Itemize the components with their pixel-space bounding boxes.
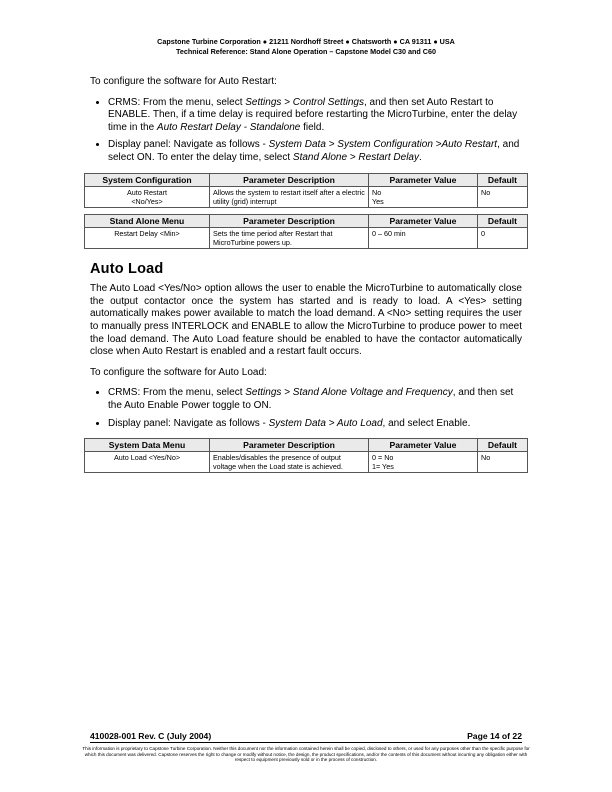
auto-restart-intro: To configure the software for Auto Restart:: [90, 76, 277, 87]
description-cell: Enables/disables the presence of output voltage when the Load state is achieved.: [210, 452, 369, 473]
system-configuration-table: [84, 173, 528, 208]
menu-item-cell: Auto Restart <No/Yes>: [85, 186, 210, 207]
page-number: Page 14 of 22: [467, 731, 522, 741]
table-row: [85, 452, 528, 473]
page-header: [0, 37, 612, 57]
column-header: Parameter Description: [210, 439, 369, 452]
column-header: System Configuration: [85, 173, 210, 186]
column-header: Parameter Value: [369, 439, 478, 452]
table-row: [85, 186, 528, 207]
default-cell: 0: [478, 227, 528, 248]
auto-restart-display-step: • Display panel: Navigate as follows - System Data > System Configuration >Auto Restart, and select ON. To enter the delay time, select Stand Alone > Restart Delay.: [108, 139, 522, 164]
proprietary-disclaimer: This information is proprietary to Capstone Turbine Corporation. Neither this document nor the information contained herein shall be copied, disclosed to others, or used for any purposes other than the specific purpose for which this document was delivered. Capstone reserves the right to change or modify without notice, the design, the product specifications, and/or the contents of this document without incurring any obligation either with respect to equipment previously sold or in the process of construction.: [82, 746, 530, 763]
auto-load-description: The Auto Load <Yes/No> option allows the user to enable the MicroTurbine to automatically close the output contactor once the system has started and is ready to load. A <Yes> setting automatically makes power available to match the load demand. A <No> setting requires the user to manually press INTERLOCK and ENABLE to allow the MicroTurbine to produce power to meet the load demand. The Auto Load feature should be enabled to have the contactor automatically close when Auto Restart is enabled and a restart fault occurs.: [90, 283, 522, 358]
value-cell: 0 – 60 min: [369, 227, 478, 248]
column-header: Parameter Description: [210, 173, 369, 186]
table-row: [85, 227, 528, 248]
value-cell: No Yes: [369, 186, 478, 207]
column-header: Default: [478, 214, 528, 227]
menu-item-cell: Auto Load <Yes/No>: [85, 452, 210, 473]
page-footer: [82, 731, 530, 763]
table-header-row: [85, 439, 528, 452]
header-address: Capstone Turbine Corporation ● 21211 Nordhoff Street ● Chatsworth ● CA 91311 ● USA: [157, 37, 455, 46]
column-header: Parameter Description: [210, 214, 369, 227]
description-cell: Allows the system to restart itself after a electric utility (grid) interrupt: [210, 186, 369, 207]
auto-load-crms-step: • CRMS: From the menu, select Settings > Stand Alone Voltage and Frequency, and then set the Auto Enable Power toggle to ON.: [108, 387, 522, 412]
auto-restart-crms-step: • CRMS: From the menu, select Settings > Control Settings, and then set Auto Restart to ENABLE. Then, if a time delay is required before restarting the MicroTurbine, enter the delay time in the Auto Restart Delay - Standalone field.: [108, 97, 522, 135]
column-header: Default: [478, 173, 528, 186]
auto-load-steps: [90, 387, 522, 430]
stand-alone-menu-table: [84, 214, 528, 249]
table-header-row: [85, 214, 528, 227]
value-cell: 0 = No 1= Yes: [369, 452, 478, 473]
column-header: Stand Alone Menu: [85, 214, 210, 227]
default-cell: No: [478, 452, 528, 473]
menu-item-cell: Restart Delay <Min>: [85, 227, 210, 248]
document-number: 410028-001 Rev. C (July 2004): [90, 731, 212, 741]
column-header: Parameter Value: [369, 214, 478, 227]
default-cell: No: [478, 186, 528, 207]
auto-load-display-step: • Display panel: Navigate as follows - System Data > Auto Load, and select Enable.: [108, 418, 522, 431]
column-header: Parameter Value: [369, 173, 478, 186]
table-header-row: [85, 173, 528, 186]
section-heading: Auto Load: [90, 260, 164, 277]
page-content: [90, 76, 522, 479]
description-cell: Sets the time period after Restart that MicroTurbine powers up.: [210, 227, 369, 248]
column-header: Default: [478, 439, 528, 452]
header-doc-title: Technical Reference: Stand Alone Operation – Capstone Model C30 and C60: [175, 47, 436, 56]
column-header: System Data Menu: [85, 439, 210, 452]
auto-restart-steps: [90, 97, 522, 165]
auto-load-intro: To configure the software for Auto Load:: [90, 366, 267, 378]
system-data-menu-table: [84, 438, 528, 473]
